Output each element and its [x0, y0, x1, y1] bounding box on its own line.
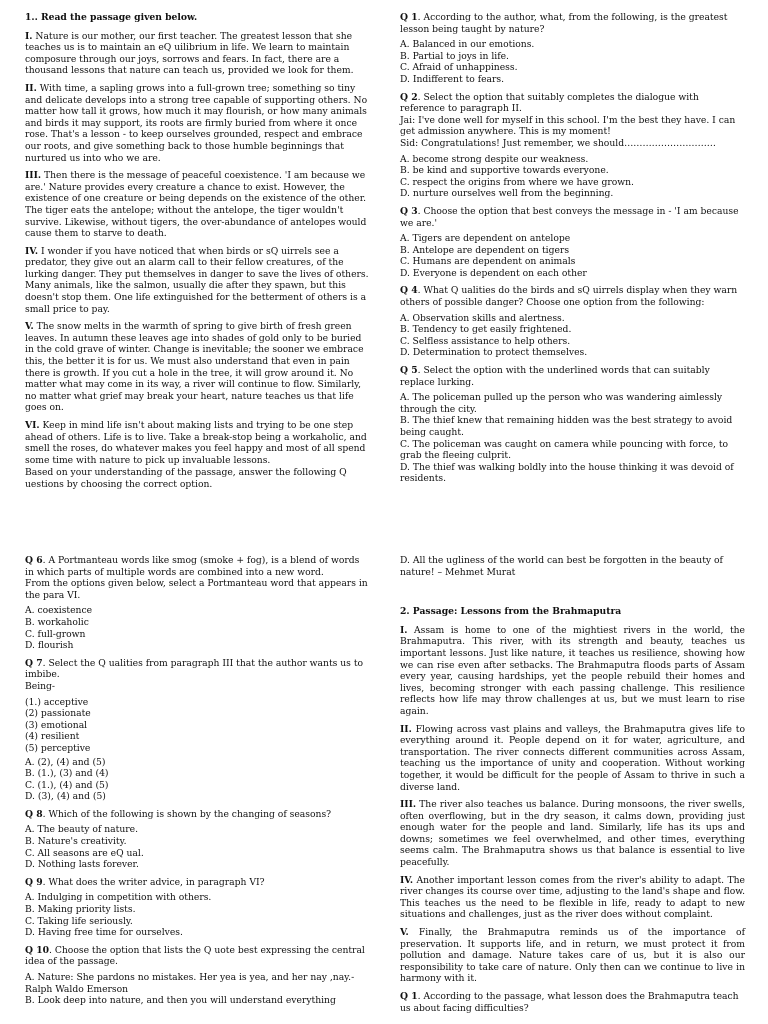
answer-option: D. nurture ourselves well from the beginning. — [400, 188, 614, 200]
paragraph-text: Nature is our mother, our first teacher. The greatest lesson that she teaches us is to maintain an eQ uilibrium in life. We learn to maintain composure through our joys, sorrows and fears. In fact, there are a thousand lessons that nature can teach us, provided we look for them. — [25, 30, 354, 77]
passage-2-paragraphs — [400, 625, 745, 985]
question-number: Q 8 — [25, 808, 43, 820]
passage-1-paragraph — [25, 321, 370, 414]
questions-6-10-column — [25, 555, 370, 1013]
passage-2-paragraph — [400, 724, 745, 794]
question-block — [400, 206, 745, 280]
question-number: Q 6 — [25, 555, 43, 566]
answer-option: A. become strong despite our weakness. — [400, 153, 589, 165]
answer-option: D. (3), (4) and (5) — [25, 791, 106, 803]
question-stem: . A Portmanteau words like smog (smoke + fog), is a blend of words in which parts of multiple words are combined into a new word. — [25, 555, 360, 578]
heading-text: . Read the passage given below. — [34, 12, 198, 23]
question-block — [400, 365, 745, 485]
answer-option: B. Look deep into nature, and then you will understand everything — [25, 995, 336, 1007]
question-stem: . Select the Q ualities from paragraph III that the author wants us to imbibe. — [25, 657, 364, 681]
paragraph-text: Another important lesson comes from the river's ability to adapt. The river changes its course over time, adjusting to the land's shape and flow. This teaches us the need to be flexible in life, ready to adapt to new situations and challenges, just as the river does without complaint. — [400, 874, 745, 921]
passage-1-heading — [25, 12, 370, 24]
answer-option: (4) resilient — [25, 731, 80, 743]
answer-option: C. Afraid of unhappiness. — [400, 62, 518, 74]
question-stem: . Select the option with the underlined words that can suitably replace lurking. — [400, 365, 710, 388]
answer-option: (3) emotional — [25, 719, 88, 731]
paragraph-text: I wonder if you have noticed that when birds or sQ uirrels see a predator, they give out an alarm call to their fellow creatures, of the lurking danger. They put themselves in danger to save the lives of others. Many animals, like the salmon, usually die after they spawn, but this doesn't stop them. One life extinguished for the betterment of others is a small price to pay. — [25, 245, 369, 315]
option-list — [400, 313, 745, 359]
question-stem: . Which of the following is shown by the changing of seasons? — [42, 808, 332, 820]
question-block — [25, 658, 370, 803]
passage-1-paragraphs — [25, 31, 370, 467]
passage-2-column — [400, 555, 745, 1020]
answer-option: B. Making priority lists. — [25, 904, 136, 916]
answer-option: A. coexistence — [25, 605, 93, 617]
answer-option: B. (1.), (3) and (4) — [25, 768, 109, 780]
answer-option: A. Nature: She pardons no mistakes. Her yea is yea, and her nay ,nay.- Ralph Waldo Emerson — [25, 972, 355, 995]
paragraph-label: IV. — [25, 245, 39, 257]
paragraph-text: Finally, the Brahmaputra reminds us of the importance of preservation. It supports life, and in return, we must protect it from pollution and damage. Nature takes care of us, but it is also our responsibility to take care of nature. Only then can we continue to live in harmony with it. — [400, 927, 745, 985]
answer-option: A. Observation skills and alertness. — [400, 312, 565, 324]
paragraph-label: III. — [25, 170, 42, 182]
answer-option: C. respect the origins from where we have grown. — [400, 176, 634, 188]
question-block — [400, 12, 745, 86]
option-list — [400, 233, 745, 279]
passage-2-paragraph — [400, 625, 745, 718]
question-stem: . Choose the option that lists the Q uote best expressing the central idea of the passage. — [25, 944, 365, 968]
option-list — [400, 392, 745, 485]
paragraph-label: IV. — [400, 874, 414, 886]
question-text — [25, 945, 370, 968]
question-number: Q 3 — [400, 205, 418, 217]
answer-option: B. workaholic — [25, 616, 89, 628]
passage-2-title: 2. Passage: Lessons from the Brahmaputra — [400, 606, 622, 618]
question-block — [400, 285, 745, 359]
answer-option: C. full-grown — [25, 628, 86, 640]
answer-option: A. The beauty of nature. — [25, 824, 138, 836]
answer-option: D. flourish — [25, 640, 74, 652]
paragraph-text: Flowing across vast plains and valleys, the Brahmaputra gives life to everything around it. People depend on it for water, agriculture, and transportation. The river connects different communities across Assam, teaching us the importance of unity and cooperation. Without working together, it would be difficult for the people of Assam to thrive in such a diverse land. — [400, 723, 745, 793]
question-text — [25, 809, 370, 821]
question-stem: . Select the option that suitably completes the dialogue with reference to paragraph II. — [400, 91, 699, 115]
paragraph-text: Assam is home to one of the mightiest rivers in the world, the Brahmaputra. This river, with its strength and beauty, teaches us important lessons. Just like nature, it teaches us resilience, showing how we can rise even after setbacks. The Brahmaputra floods parts of Assam every year, causing hardships, yet the people rebuild their homes and lives, becoming stronger with each passing challenge. This resilience reflects how life may throw challenges at us, but we must learn to rise again. — [400, 624, 745, 717]
question-text — [400, 206, 745, 229]
paragraph-text: Then there is the message of peaceful coexistence. 'I am because we are.' Nature provides every creature a chance to exist. However, the existence of one creature or being depends on the existence of the other. The tiger eats the antelope; without the antelope, the tiger wouldn't survive. Likewise, without tigers, the over-abundance of antelopes would cause them to starve to death. — [25, 170, 367, 240]
passage-1-paragraph — [25, 31, 370, 77]
question-text — [400, 12, 745, 35]
question-number: Q 10 — [25, 944, 49, 956]
passage-1-instruction: Based on your understanding of the passage, answer the following Q uestions by choosing the correct option. — [25, 467, 347, 490]
answer-option: D. The thief was walking boldly into the house thinking it was devoid of residents. — [400, 461, 734, 485]
passage-2-paragraph — [400, 927, 745, 985]
paragraph-label: II. — [25, 82, 37, 94]
answer-option: D. Determination to protect themselves. — [400, 347, 588, 359]
question-block — [25, 877, 370, 939]
option-list — [25, 892, 370, 938]
question-extra-line: From the options given below, select a Portmanteau word that appears in the para VI. — [25, 578, 368, 601]
answer-option: D. Everyone is dependent on each other — [400, 267, 587, 279]
passage-2-paragraph — [400, 875, 745, 921]
answer-option: B. Nature's creativity. — [25, 836, 127, 848]
passage-1-column — [25, 12, 370, 497]
answer-option: D. Indifferent to fears. — [400, 73, 505, 85]
option-list — [25, 824, 370, 870]
option-list — [25, 972, 370, 1007]
paragraph-label: VI. — [25, 420, 40, 431]
option-list — [400, 154, 745, 200]
answer-option: C. All seasons are eQ ual. — [25, 847, 144, 859]
question-stem: . What Q ualities do the birds and sQ uirrels display when they warn others of possible danger? Choose one option from the following: — [400, 285, 738, 309]
passage-2-question-1 — [400, 991, 745, 1014]
question-text — [400, 365, 745, 388]
question-extra-line: Sid: Congratulations! Just remember, we should………………………… — [400, 137, 716, 149]
paragraph-text: The river also teaches us balance. During monsoons, the river swells, often overflowing, but in the dry season, it calms down, providing just enough water for the people and land. Similarly, life has its ups and downs; sometimes we feel overwhelmed, and other times, everything seems calm. The Brahmaputra shows us that balance is essential to live peacefully. — [400, 799, 745, 869]
questions-1-5-column — [400, 12, 745, 491]
paragraph-label: V. — [400, 927, 409, 939]
answer-option: B. Antelope are dependent on tigers — [400, 244, 570, 256]
answer-option: B. Partial to joys in life. — [400, 50, 509, 62]
option-list — [25, 605, 370, 651]
question-number: Q 2 — [400, 91, 418, 103]
question-text: . According to the passage, what lesson does the Brahmaputra teach us about facing difficulties? — [400, 991, 739, 1014]
answer-option: A. (2), (4) and (5) — [25, 756, 106, 768]
passage-1-paragraph — [25, 83, 370, 164]
passage-1-paragraph — [25, 246, 370, 316]
paragraph-label: I. — [400, 624, 408, 636]
paragraph-label: III. — [400, 799, 417, 811]
answer-option: B. The thief knew that remaining hidden was the best strategy to avoid being caught. — [400, 415, 733, 438]
question-text — [25, 877, 370, 889]
option-list — [25, 757, 370, 803]
paragraph-text: With time, a sapling grows into a full-grown tree; something so tiny and delicate develops into a strong tree capable of supporting others. No matter how tall it grows, how much it may flourish, or how many animals and birds it may support, its roots are firmly buried from where it once rose. That's a lesson - to keep ourselves grounded, respect and embrace our roots, and give something back to those humble beginnings that nurtured us into who we are. — [25, 82, 368, 164]
question-block — [25, 945, 370, 1007]
answer-option: D. Nothing lasts forever. — [25, 859, 139, 871]
paragraph-label: V. — [25, 321, 34, 333]
answer-option: C. The policeman was caught on camera while pouncing with force, to grab the fleeing culprit. — [400, 438, 729, 462]
paragraph-label: I. — [25, 30, 33, 42]
option-list — [400, 39, 745, 85]
question-stem: . Choose the option that best conveys the message in - 'I am because we are.' — [400, 205, 739, 229]
answer-option: B. be kind and supportive towards everyone. — [400, 165, 609, 177]
heading-number: 1. — [25, 12, 35, 23]
question-text — [400, 92, 745, 115]
question-number: Q 7 — [25, 657, 43, 669]
question-extra-line: Jai: I've done well for myself in this school. I'm the best they have. I can get admission anywhere. This is my moment! — [400, 114, 736, 138]
option-list — [25, 697, 370, 755]
question-number: Q 1 — [400, 12, 418, 23]
paragraph-label: II. — [400, 723, 412, 735]
question-stem: . What does the writer advice, in paragraph VI? — [42, 876, 265, 888]
question-block — [400, 92, 745, 200]
passage-1-paragraph — [25, 170, 370, 240]
q10-option-d: D. All the ugliness of the world can best be forgotten in the beauty of nature! – Mehmet Murat — [400, 555, 723, 578]
answer-option: C. Taking life seriously. — [25, 915, 133, 927]
answer-option: (1.) acceptive — [25, 696, 89, 708]
answer-option: A. Tigers are dependent on antelope — [400, 233, 571, 245]
answer-option: A. Indulging in competition with others. — [25, 892, 212, 904]
passage-1-paragraph — [25, 420, 370, 466]
passage-2-paragraph — [400, 799, 745, 869]
paragraph-text: The snow melts in the warmth of spring to give birth of fresh green leaves. In autumn these leaves age into shades of gold only to be buried in the cold grave of winter. Change is inevitable; the sooner we embrace this, the better it is for us. We must also understand that even in pain there is growth. If you cut a hole in the tree, it will grow around it. No matter what may come in its way, a river will continue to flow. Similarly, no matter what grief may break your heart, nature teaches us that life goes on. — [25, 321, 364, 414]
answer-option: A. Balanced in our emotions. — [400, 39, 535, 51]
question-number: Q 9 — [25, 876, 43, 888]
answer-option: A. The policeman pulled up the person who was wandering aimlessly through the city. — [400, 392, 723, 415]
answer-option: C. Humans are dependent on animals — [400, 256, 576, 268]
answer-option: (5) perceptive — [25, 742, 91, 754]
question-number: Q 1 — [400, 991, 418, 1002]
paragraph-text: Keep in mind life isn't about making lists and trying to be one step ahead of others. Life is to live. Take a break-stop being a workaholic, and smell the roses, do whatever makes you feel happy and most of all spend some time with nature to pick up invaluable lessons. — [25, 420, 367, 466]
question-number: Q 5 — [400, 365, 418, 377]
answer-option: D. Having free time for ourselves. — [25, 927, 183, 939]
question-block — [25, 555, 370, 652]
question-text — [400, 285, 745, 308]
answer-option: C. Selfless assistance to help others. — [400, 335, 571, 347]
answer-option: B. Tendency to get easily frightened. — [400, 324, 572, 336]
question-extra-line: Being- — [25, 680, 56, 692]
question-text — [25, 555, 370, 578]
question-stem: . According to the author, what, from the following, is the greatest lesson being taught by nature? — [400, 12, 728, 35]
question-text — [25, 658, 370, 681]
question-number: Q 4 — [400, 285, 418, 297]
question-block — [25, 809, 370, 871]
answer-option: (2) passionate — [25, 708, 91, 720]
answer-option: C. (1.), (4) and (5) — [25, 779, 109, 791]
